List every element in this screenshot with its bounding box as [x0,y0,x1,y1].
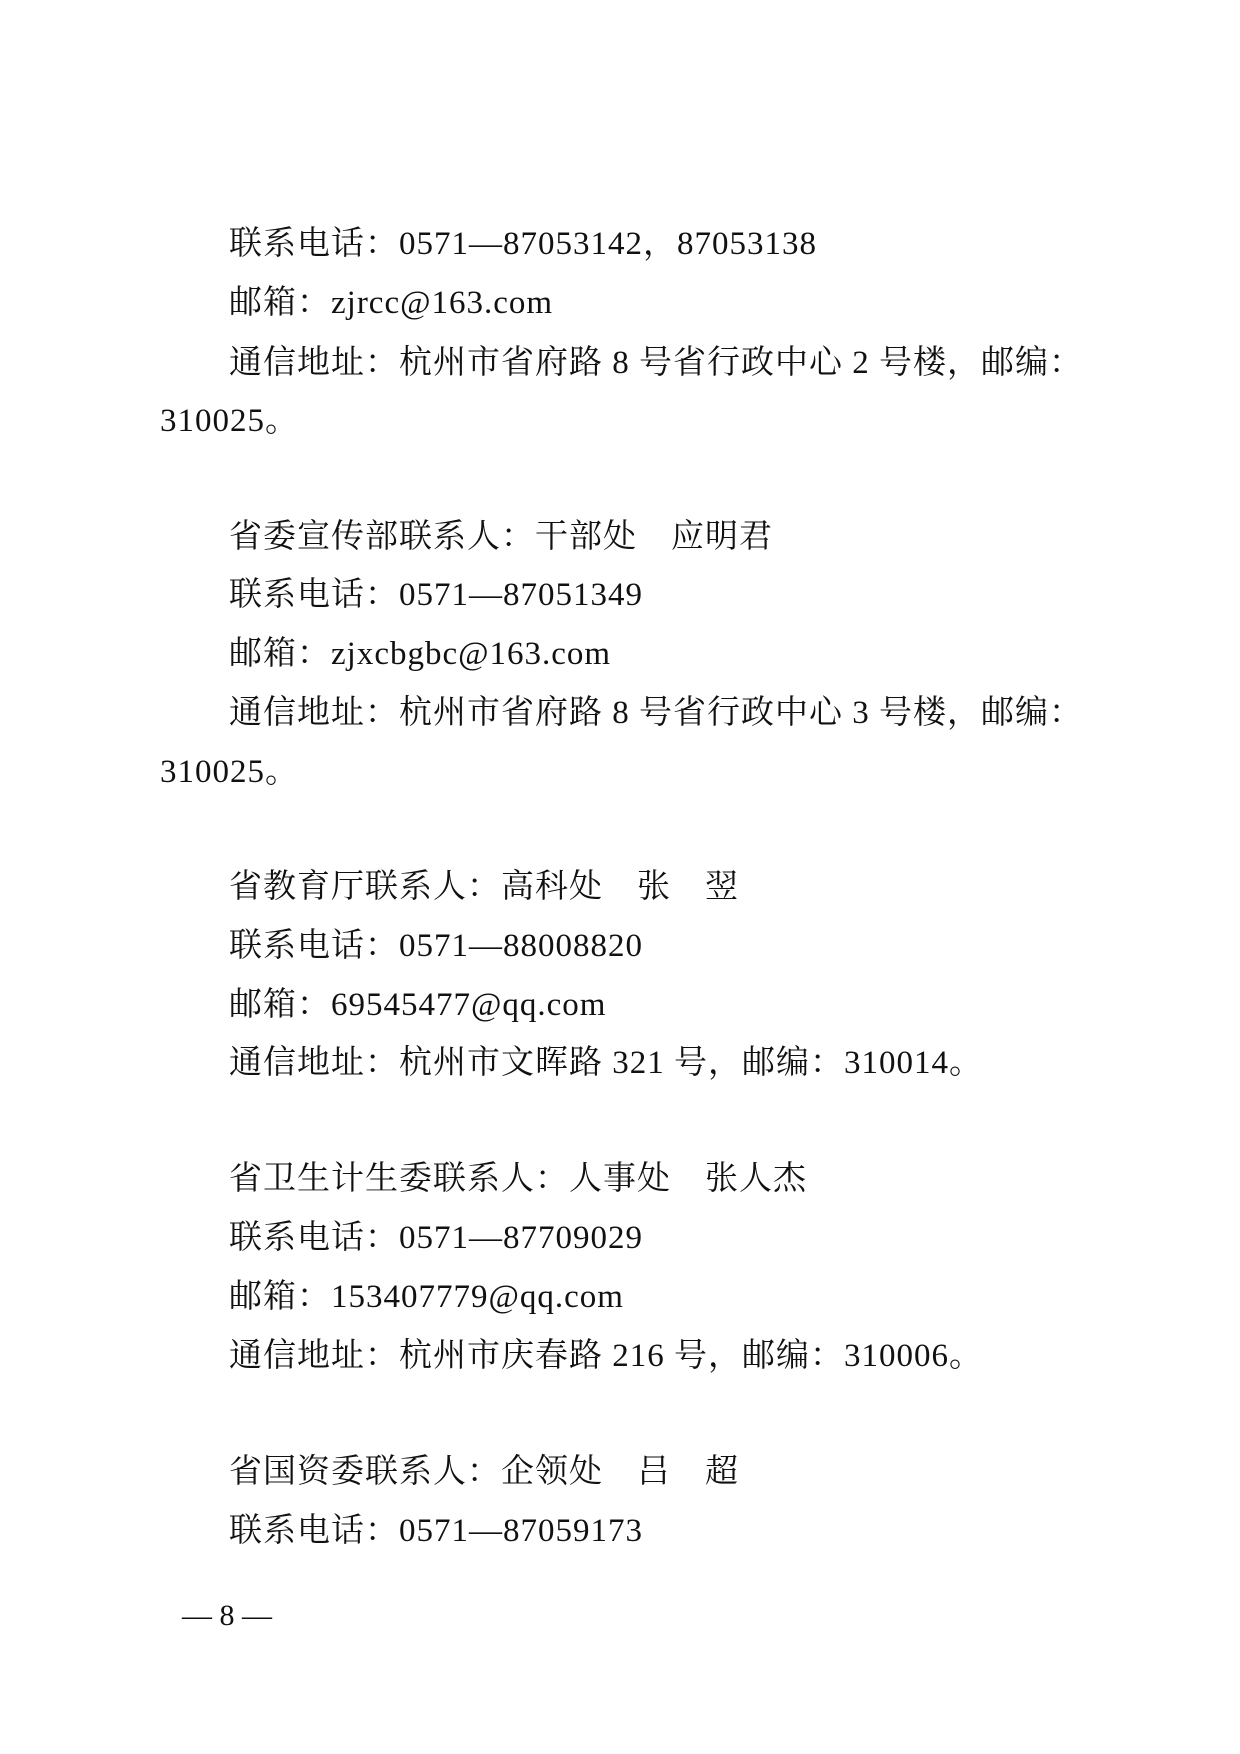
contact-address-continuation: 310025。 [160,403,299,439]
contact-address-line: 通信地址：杭州市庆春路 216 号，邮编：310006。 [229,1338,983,1374]
contact-phone-line: 联系电话：0571—87053142，87053138 [229,226,817,262]
contact-email-line: 邮箱：zjxcbgbc@163.com [229,636,612,672]
contact-person-line: 省卫生计生委联系人：人事处 张人杰 [229,1161,807,1197]
page-number: — 8 — [182,1599,272,1632]
contact-phone-line: 联系电话：0571—87051349 [229,577,643,613]
contact-phone-line: 联系电话：0571—88008820 [229,928,643,964]
contact-phone-line: 联系电话：0571—87059173 [229,1513,643,1549]
contact-address-line: 通信地址：杭州市省府路 8 号省行政中心 2 号楼，邮编： [229,345,1083,381]
contact-address-line: 通信地址：杭州市文晖路 321 号，邮编：310014。 [229,1045,983,1081]
contact-person-line: 省国资委联系人：企领处 吕 超 [229,1454,739,1490]
contact-address-line: 通信地址：杭州市省府路 8 号省行政中心 3 号楼，邮编： [229,695,1083,731]
contact-address-continuation: 310025。 [160,754,299,790]
contact-person-line: 省教育厅联系人：高科处 张 翌 [229,869,739,905]
contact-person-line: 省委宣传部联系人：干部处 应明君 [229,519,773,555]
contact-email-line: 邮箱：69545477@qq.com [229,987,607,1023]
contact-phone-line: 联系电话：0571—87709029 [229,1220,643,1256]
contact-email-line: 邮箱：153407779@qq.com [229,1279,624,1315]
contact-email-line: 邮箱：zjrcc@163.com [229,285,554,321]
